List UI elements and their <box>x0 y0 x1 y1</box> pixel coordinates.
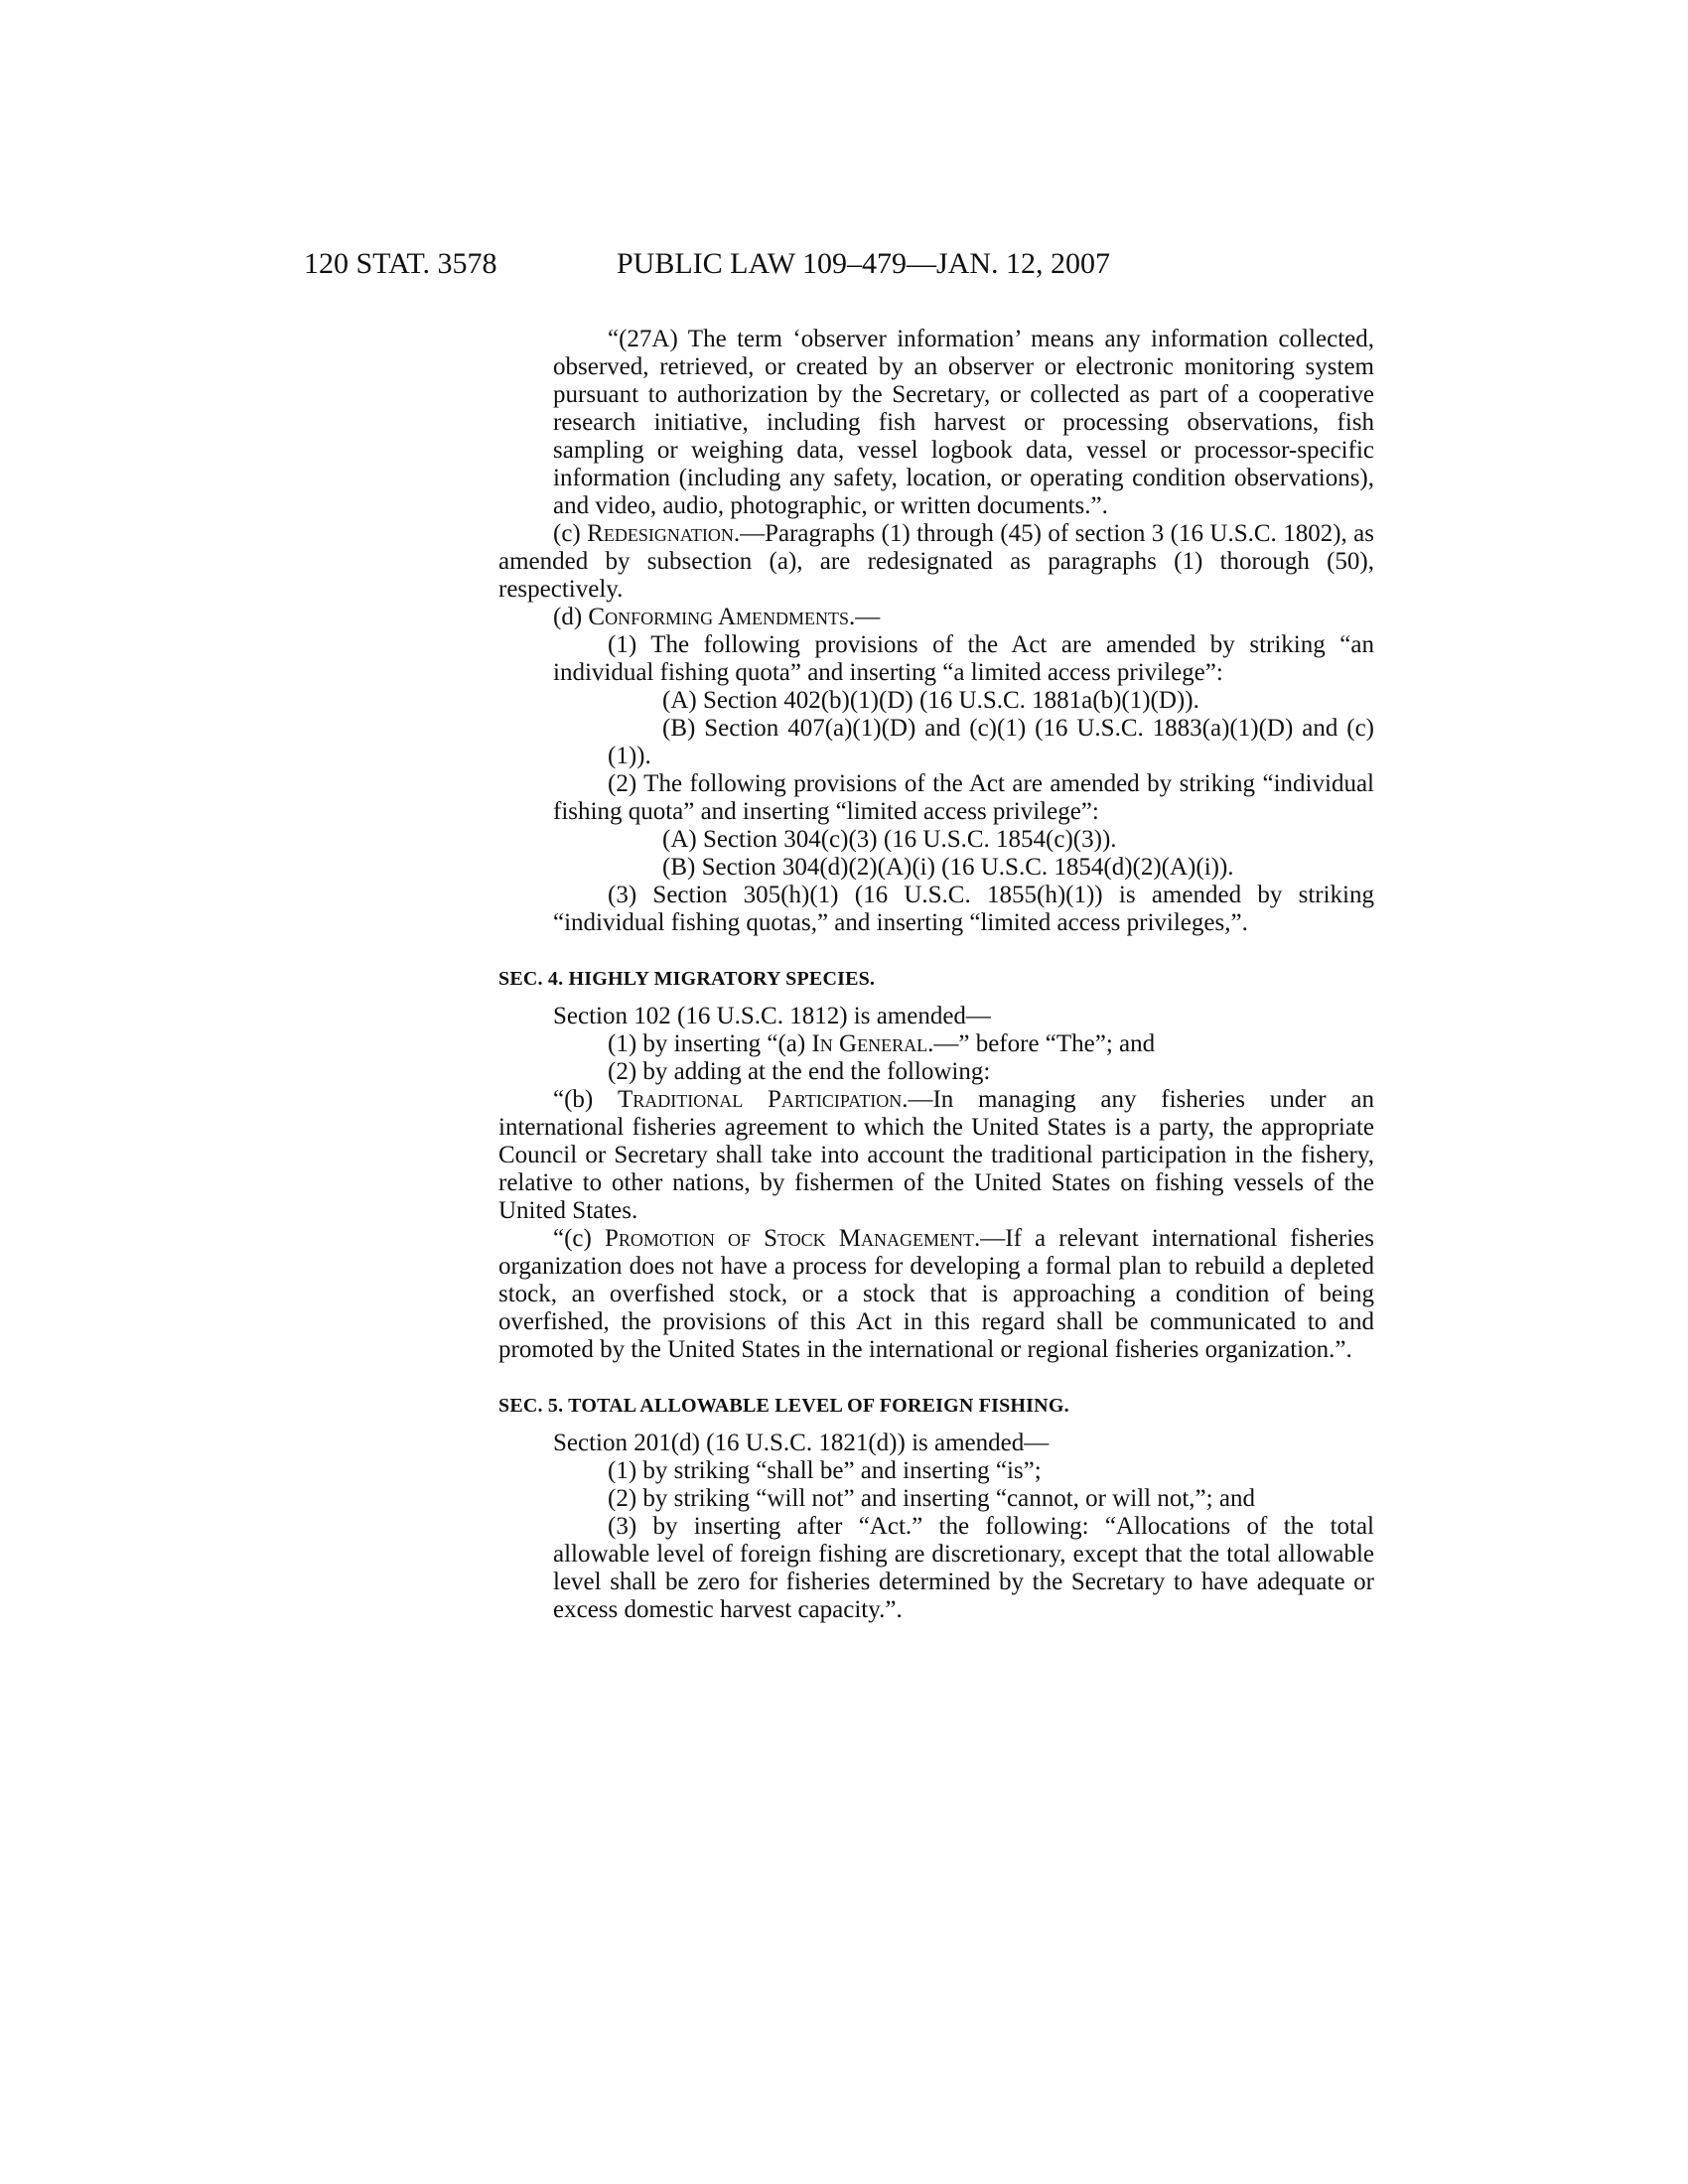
paragraph-d2: (2) The following provisions of the Act are amended by striking “individual fishing quota” and inserting “limited access privilege”: <box>553 770 1374 825</box>
section-4-item-1-suffix: .—” before “The”; and <box>927 1030 1156 1057</box>
section-4-item-1 <box>553 1030 1374 1058</box>
subsection-d-caption: Conforming Amendments <box>588 604 850 630</box>
section-4-intro: Section 102 (16 U.S.C. 1812) is amended— <box>553 1003 991 1029</box>
subsection-d-conforming-amendments <box>498 604 1374 631</box>
section-4-item-1-prefix: (1) by inserting “(a) <box>608 1030 812 1057</box>
subsection-d-prefix: (d) <box>553 604 589 630</box>
section-4-item-1-caption: In General <box>811 1030 928 1057</box>
paragraph-d1a: (A) Section 402(b)(1)(D) (16 U.S.C. 1881a(b)(1)(D)). <box>662 687 1199 714</box>
law-title: PUBLIC LAW 109–479—JAN. 12, 2007 <box>617 247 1111 280</box>
subsection-c-text: .—Paragraphs (1) through (45) of section 3 (16 U.S.C. 1802), as amended by subsection (a), are redesignated as paragraphs (1) thorough (50), respectively. <box>498 520 1375 603</box>
page-header <box>304 244 1376 284</box>
paragraph-d1b: (B) Section 407(a)(1)(D) and (c)(1) (16 U.S.C. 1883(a)(1)(D) and (c)(1)). <box>608 715 1374 769</box>
subsection-c-caption: Redesignation <box>587 520 734 547</box>
section-5-intro: Section 201(d) (16 U.S.C. 1821(d)) is amended— <box>553 1430 1050 1456</box>
subsection-b-text: .—In managing any fisheries under an international fisheries agreement to which the United States is a party, the appropriate Council or Secretary shall take into account the traditional participation in the fishery, relative to other nations, by fishermen of the United States on fishing vessels of the United States. <box>498 1086 1374 1224</box>
paragraph-d2a: (A) Section 304(c)(3) (16 U.S.C. 1854(c)(3)). <box>662 826 1117 853</box>
subsection-c-redesignation <box>498 520 1374 604</box>
paragraph-d1: (1) The following provisions of the Act are amended by striking “an individual fishing quota” and inserting “a limited access privilege”: <box>553 631 1374 686</box>
subsection-c-prefix: (c) <box>553 520 588 547</box>
subsection-b-prefix: “(b) <box>553 1086 619 1113</box>
section-5-item-3: (3) by inserting after “Act.” the following: “Allocations of the total allowable level of foreign fishing are discretionary, except that the total allowable level shall be zero for fisheries determined by the Secretary to have adequate or excess domestic harvest capacity.”. <box>553 1513 1374 1623</box>
paragraph-27a: “(27A) The term ‘observer information’ means any information collected, observed, retrieved, or created by an observer or electronic monitoring system pursuant to authorization by the Secretary, or collected as part of a cooperative research initiative, including fish harvest or processing observations, fish sampling or weighing data, vessel logbook data, vessel or processor-specific information (including any safety, location, or operating condition observations), and video, audio, photographic, or written documents.”. <box>553 326 1374 519</box>
subsection-c2-prefix: “(c) <box>553 1225 605 1252</box>
subsection-c2-text: .—If a relevant international fisheries organization does not have a process for developing a formal plan to rebuild a depleted stock, an overfished stock, or a stock that is approaching a condition of being overfished, the provisions of this Act in this regard shall be communicated to and promoted by the United States in the international or regional fisheries organization.”. <box>498 1225 1375 1363</box>
subsection-b-traditional-participation <box>498 1086 1374 1225</box>
subsection-d-text: .— <box>849 604 881 630</box>
section-5-item-1: (1) by striking “shall be” and inserting “is”; <box>608 1457 1042 1484</box>
paragraph-d2b: (B) Section 304(d)(2)(A)(i) (16 U.S.C. 1854(d)(2)(A)(i)). <box>662 854 1234 881</box>
document-body <box>498 326 1374 1624</box>
section-5-heading: SEC. 5. TOTAL ALLOWABLE LEVEL OF FOREIGN FISHING. <box>498 1395 1069 1417</box>
stat-citation: 120 STAT. 3578 <box>304 247 497 280</box>
subsection-c2-caption: Promotion of Stock Management <box>604 1225 975 1252</box>
section-5-item-2: (2) by striking “will not” and inserting “cannot, or will not,”; and <box>608 1485 1255 1512</box>
section-4-item-2: (2) by adding at the end the following: <box>608 1058 991 1085</box>
paragraph-d3: (3) Section 305(h)(1) (16 U.S.C. 1855(h)(1)) is amended by striking “individual fishing quotas,” and inserting “limited access privileges,”. <box>553 882 1374 936</box>
subsection-c-promotion-of-stock-management <box>498 1225 1374 1364</box>
subsection-b-caption: Traditional Participation <box>618 1086 903 1113</box>
section-4-heading: SEC. 4. HIGHLY MIGRATORY SPECIES. <box>498 968 876 990</box>
